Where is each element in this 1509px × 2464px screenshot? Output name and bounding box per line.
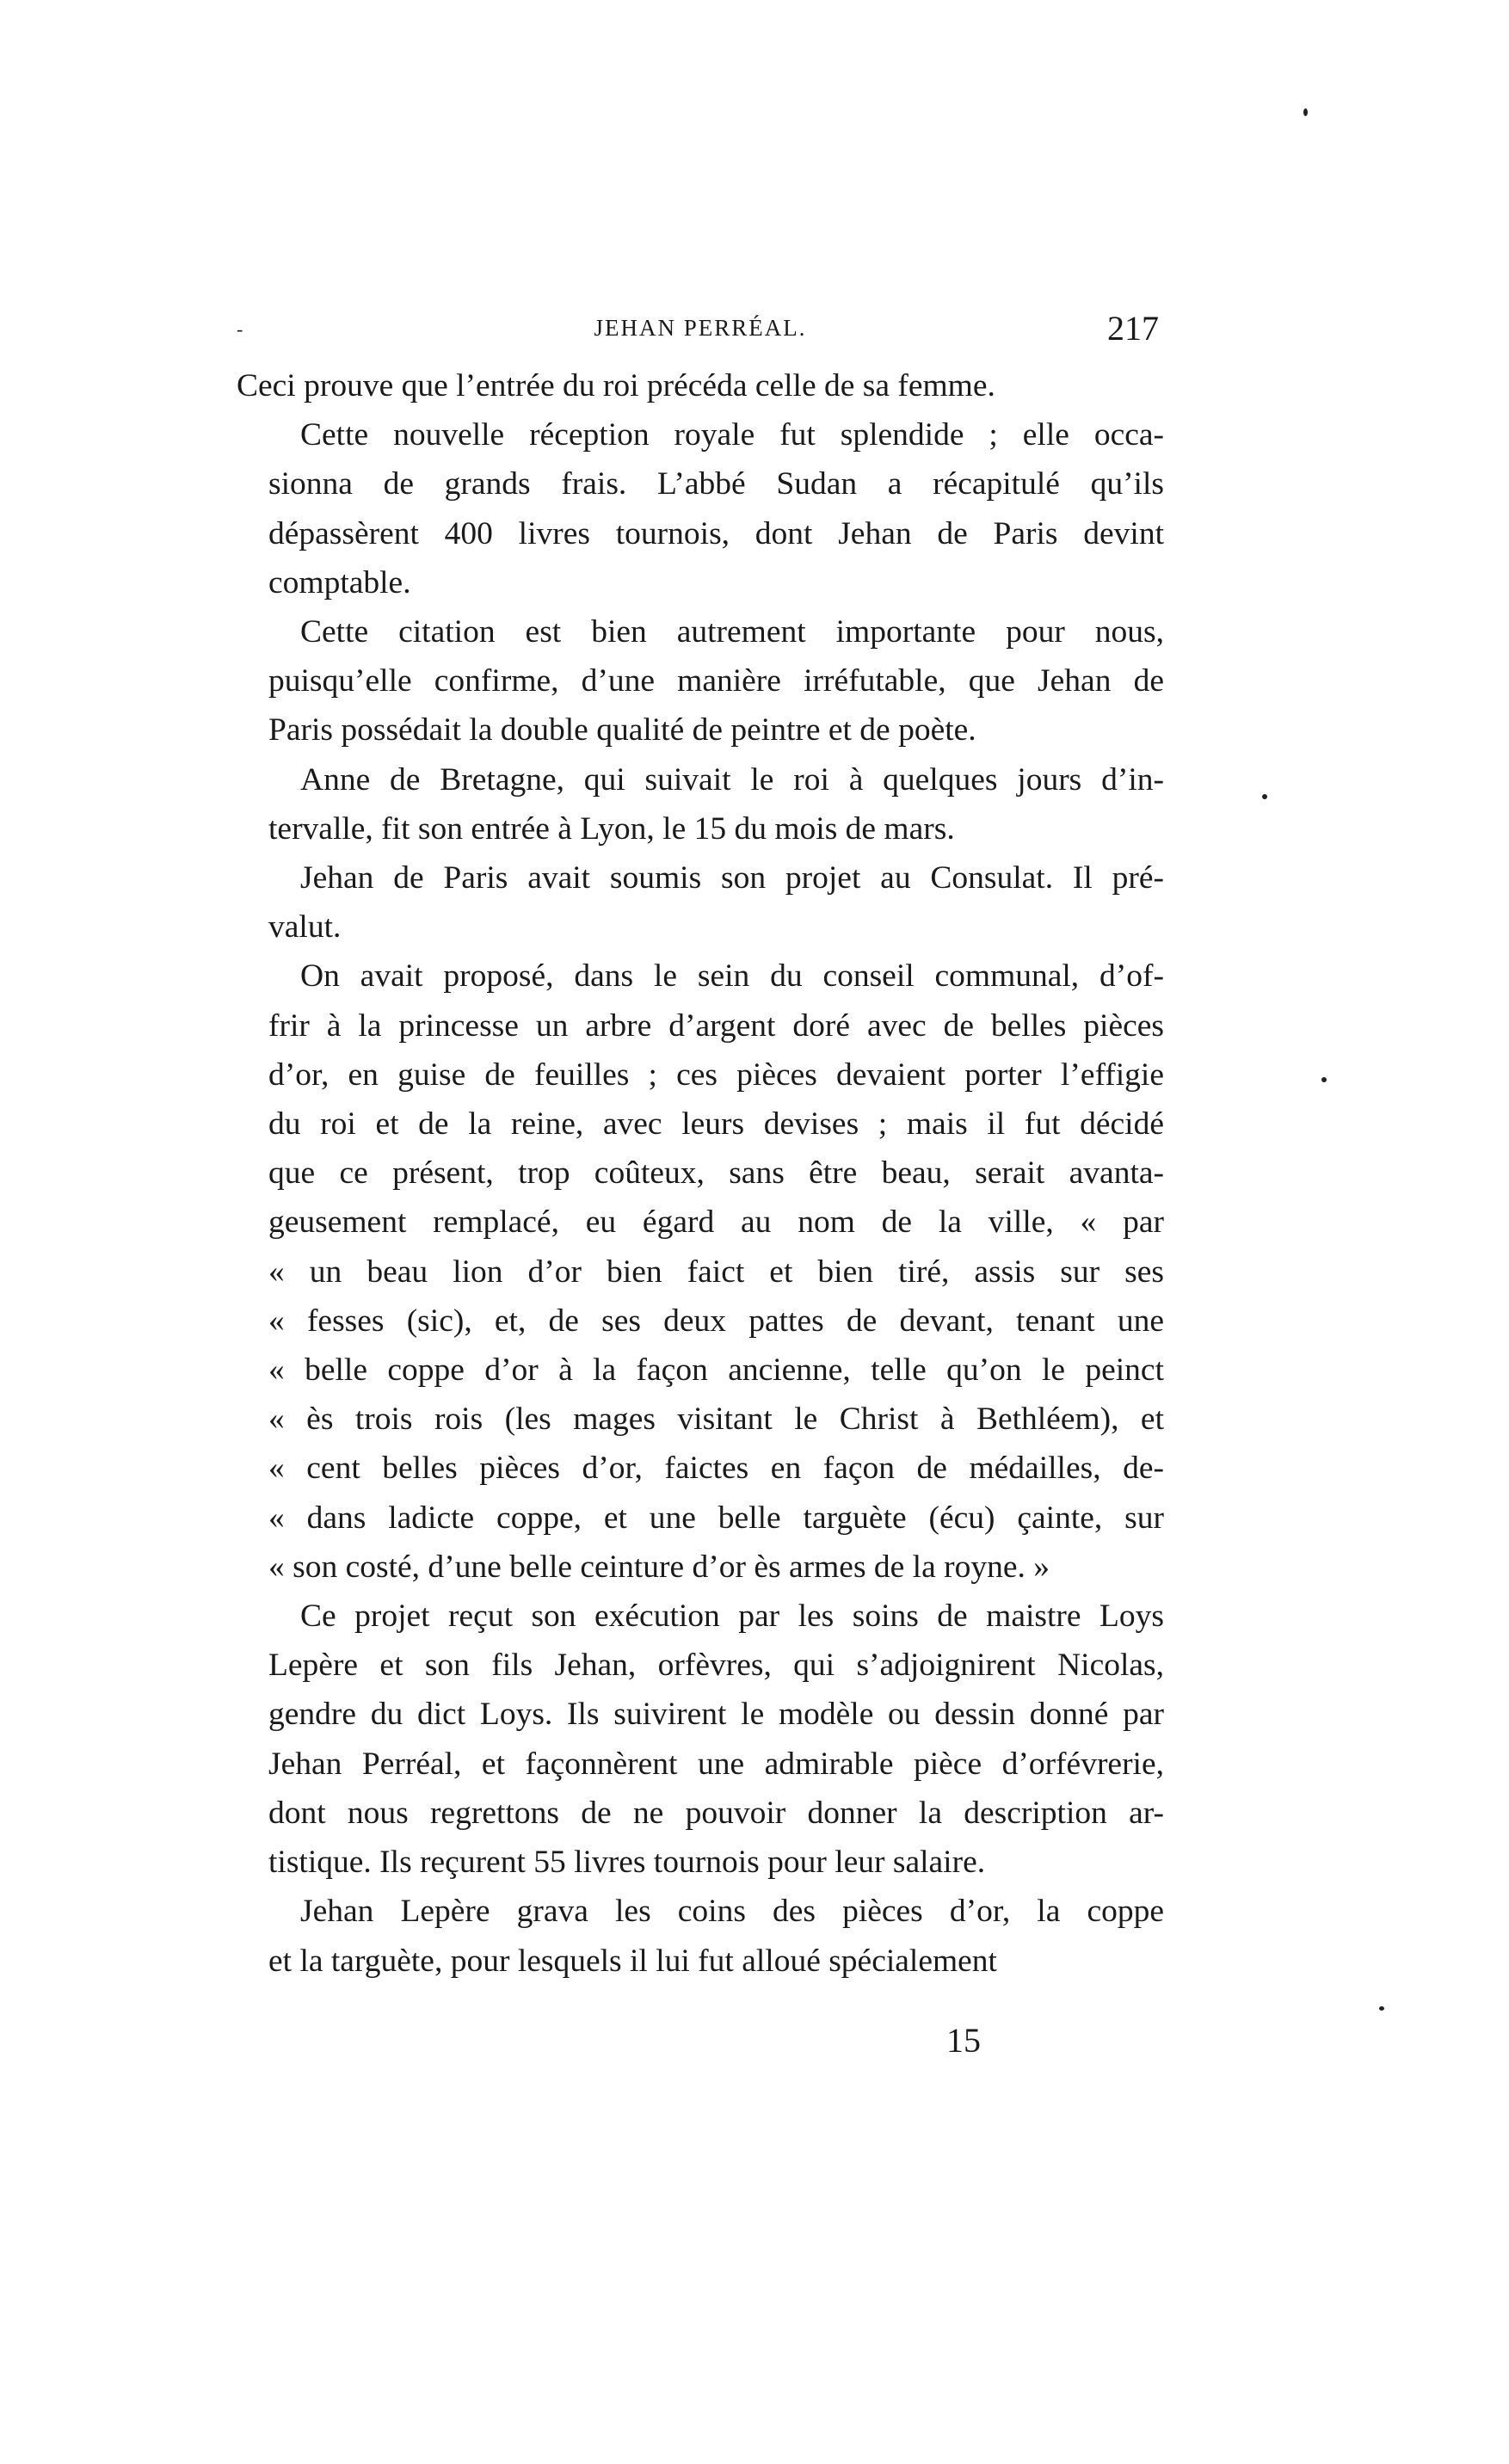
ink-speck	[1379, 2006, 1384, 2011]
text-line: « belle coppe d’or à la façon ancienne, telle qu’on le peinct	[268, 1352, 1164, 1389]
paragraph	[237, 410, 1164, 607]
text-line: dépassèrent 400 livres tournois, dont Jehan de Paris devint	[268, 515, 1164, 551]
text-line: du roi et de la reine, avec leurs devises ; mais il fut décidé	[268, 1106, 1164, 1143]
text-line: geusement remplacé, eu égard au nom de la ville, « par	[268, 1204, 1164, 1241]
text-line: Paris possédait la double qualité de peintre et de poète.	[268, 712, 976, 748]
text-line: Ceci prouve que l’entrée du roi précéda celle de sa femme.	[237, 368, 995, 403]
text-line: Lepère et son fils Jehan, orfèvres, qui s’adjoignirent Nicolas,	[268, 1648, 1164, 1684]
text-line: et la targuète, pour lesquels il lui fut alloué spécialement	[268, 1943, 997, 1979]
text-line: d’or, en guise de feuilles ; ces pièces devaient porter l’effigie	[268, 1056, 1164, 1093]
text-line: comptable.	[268, 564, 411, 601]
text-line: « ès trois rois (les mages visitant le Christ à Bethléem), et	[268, 1401, 1164, 1438]
page-header	[237, 308, 1164, 351]
running-title: JEHAN PERRÉAL.	[594, 315, 807, 341]
signature-mark: 15	[946, 2021, 981, 2060]
paragraph	[237, 607, 1164, 755]
text-line: puisqu’elle confirme, d’une manière irréfutable, que Jehan de	[268, 663, 1164, 699]
text-line: « cent belles pièces d’or, faictes en façon de médailles, de-	[268, 1451, 1164, 1487]
header-mark: -	[237, 318, 243, 340]
text-line: valut.	[268, 909, 342, 946]
text-line: sionna de grands frais. L’abbé Sudan a récapitulé qu’ils	[268, 466, 1164, 502]
text-line: Cette citation est bien autrement importante pour nous,	[300, 614, 1164, 650]
ink-speck	[1262, 794, 1267, 799]
text-line: gendre du dict Loys. Ils suivirent le modèle ou dessin donné par	[268, 1697, 1164, 1733]
paragraph	[237, 1592, 1164, 1887]
text-line: tistique. Ils reçurent 55 livres tournois pour leur salaire.	[268, 1845, 986, 1881]
text-line: « dans ladicte coppe, et une belle targuète (écu) çainte, sur	[268, 1500, 1164, 1536]
paragraph	[237, 952, 1164, 1592]
text-line: « fesses (sic), et, de ses deux pattes de devant, tenant une	[268, 1303, 1164, 1339]
text-line: Cette nouvelle réception royale fut splendide ; elle occa-	[300, 417, 1164, 453]
text-line: On avait proposé, dans le sein du conseil communal, d’of-	[300, 958, 1164, 995]
text-line: dont nous regrettons de ne pouvoir donner la description ar-	[268, 1795, 1164, 1831]
text-line: Jehan Lepère grava les coins des pièces d’or, la coppe	[300, 1894, 1164, 1930]
text-line: Anne de Bretagne, qui suivait le roi à quelques jours d’in-	[300, 761, 1164, 798]
text-line: Jehan Perréal, et façonnèrent une admirable pièce d’orfévrerie,	[268, 1746, 1164, 1782]
page-number: 217	[1107, 309, 1159, 348]
body-text	[237, 361, 1164, 1986]
paragraph	[237, 755, 1164, 853]
text-line: « un beau lion d’or bien faict et bien tiré, assis sur ses	[268, 1254, 1164, 1290]
text-line: que ce présent, trop coûteux, sans être beau, serait avanta-	[268, 1155, 1164, 1192]
ink-speck	[1303, 108, 1308, 116]
text-line: Jehan de Paris avait soumis son projet au Consulat. Il pré-	[300, 860, 1164, 896]
text-line: « son costé, d’une belle ceinture d’or ès armes de la royne. »	[268, 1549, 1050, 1585]
paragraph	[237, 853, 1164, 952]
text-line: frir à la princesse un arbre d’argent doré avec de belles pièces	[268, 1007, 1164, 1044]
text-line: Ce projet reçut son exécution par les soins de maistre Loys	[300, 1599, 1164, 1635]
paragraph	[237, 1887, 1164, 1985]
ink-speck	[1321, 1077, 1327, 1082]
paragraph	[237, 361, 1164, 410]
text-line: tervalle, fit son entrée à Lyon, le 15 du mois de mars.	[268, 810, 955, 847]
